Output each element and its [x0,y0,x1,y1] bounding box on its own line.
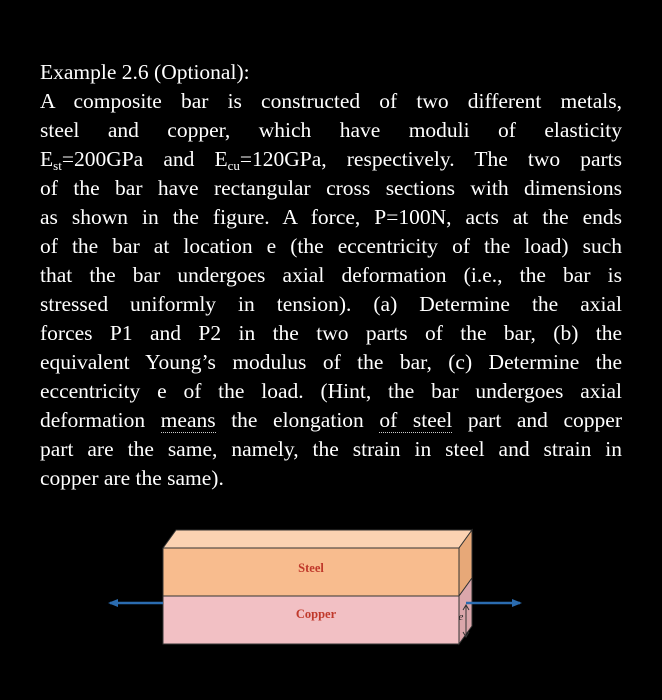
steel-modulus-text: =200GPa and E [61,147,228,171]
spellcheck-underline-means: means [160,408,216,432]
text-line-6: of the bar at location e (the eccentricity of the load) such [40,234,622,258]
text-line-4: of the bar have rectangular cross sections with dimensions [40,176,622,200]
text-line-13: part are the same, namely, the strain in steel and strain in [40,437,622,461]
copper-modulus-text: =120GPa, respectively. The two parts [239,147,622,171]
problem-text [40,58,622,493]
spellcheck-underline-of-steel: of steel [379,408,453,432]
text-line-8: stressed uniformly in tension). (a) Determine the axial [40,292,622,316]
text-line-12 [40,406,622,435]
text-line-1: A composite bar is constructed of two different metals, [40,89,622,113]
steel-subscript: st [53,158,62,173]
text-line-10: equivalent Young’s modulus of the bar, (c) Determine the [40,350,622,374]
example-title: Example 2.6 (Optional): [40,60,250,84]
eccentricity-label: e [458,611,464,623]
text-line-2: steel and copper, which have moduli of elasticity [40,118,622,142]
copper-label: Copper [295,607,337,621]
steel-top-face [163,530,472,548]
composite-bar-figure [100,522,530,650]
text-fragment: deformation [40,408,161,432]
text-line-9: forces P1 and P2 in the two parts of the bar, (b) the [40,321,622,345]
text-line-11: eccentricity e of the load. (Hint, the bar undergoes axial [40,379,622,403]
copper-subscript: cu [227,158,240,173]
text-line-14: copper are the same). [40,466,224,490]
text-line-5: as shown in the figure. A force, P=100N, acts at the ends [40,205,622,229]
text-line-7: that the bar undergoes axial deformation (i.e., the bar is [40,263,622,287]
modulus-symbol: E [40,147,54,171]
text-fragment: part and copper [452,408,623,432]
steel-label: Steel [298,561,324,575]
text-fragment: the elongation [215,408,380,432]
text-line-3 [40,145,622,174]
